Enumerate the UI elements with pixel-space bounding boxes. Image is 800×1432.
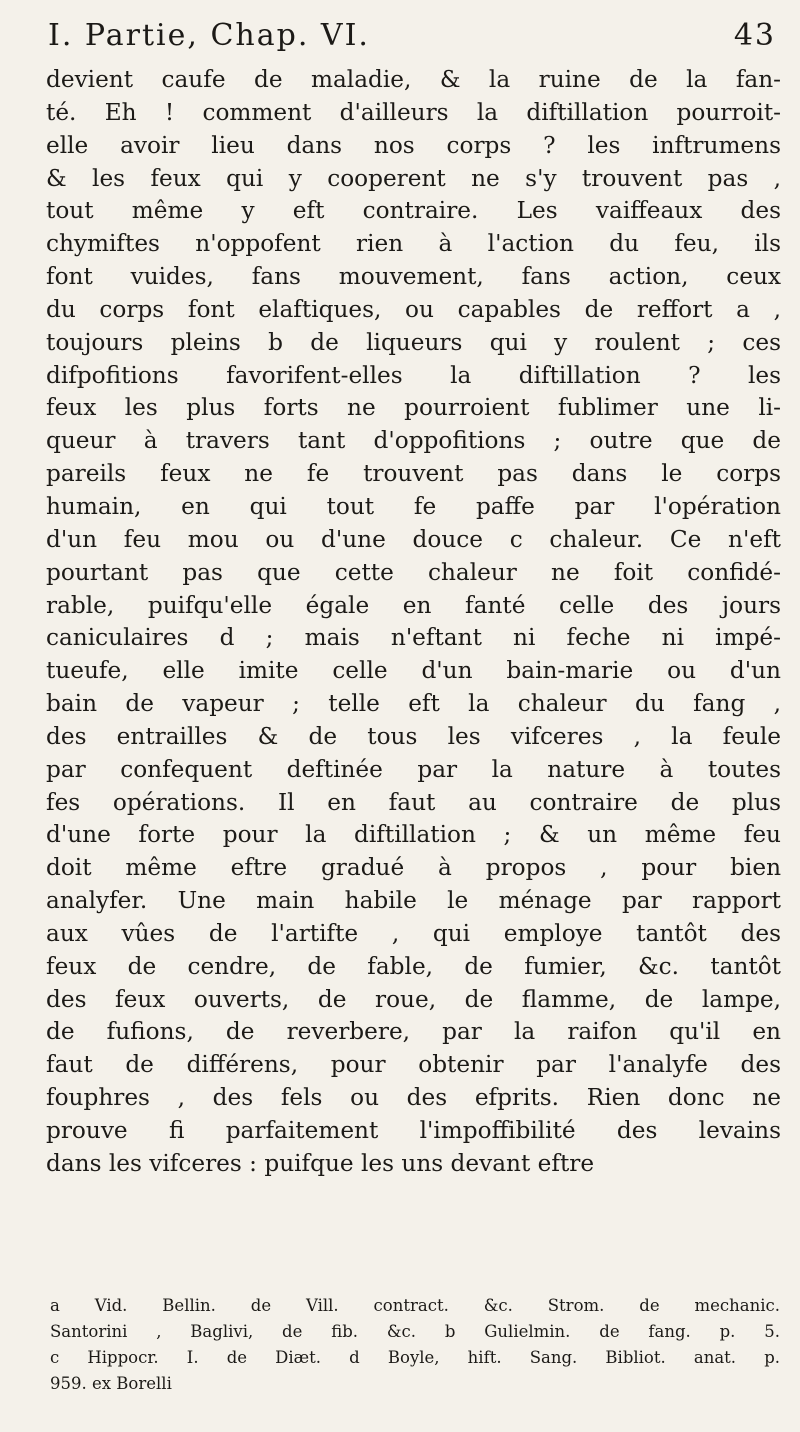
- text-line: toujours pleins b de liqueurs qui y roulent ; ces: [46, 328, 781, 356]
- text-line: des entrailles & de tous les vifceres , la feule: [46, 722, 781, 750]
- section-title: I. Partie, Chap. VI.: [48, 18, 370, 53]
- text-line: devient caufe de maladie, & la ruine de la fan-: [46, 66, 781, 93]
- text-line: faut de différens, pour obtenir par l'analyfe des: [46, 1051, 781, 1079]
- text-line: difpofitions favorifent-elles la diftillation ? les: [46, 361, 781, 389]
- text-line: caniculaires d ; mais n'eftant ni feche ni impé-: [46, 624, 781, 652]
- footnote-line: 959. ex Borelli: [50, 1374, 172, 1393]
- text-line: tueufe, elle imite celle d'un bain-marie ou d'un: [46, 657, 781, 685]
- footnote-line: a Vid. Bellin. de Vill. contract. &c. Strom. de mechanic.: [50, 1296, 780, 1315]
- text-line: tout même y eft contraire. Les vaiffeaux des: [46, 197, 781, 225]
- page-number: 43: [733, 18, 776, 53]
- text-line: doit même eftre gradué à propos , pour bien: [46, 854, 781, 882]
- running-header: [48, 18, 776, 58]
- text-line: pourtant pas que cette chaleur ne foit confidé-: [46, 558, 781, 586]
- text-line: par confequent deftinée par la nature à toutes: [46, 755, 781, 783]
- text-line: bain de vapeur ; telle eft la chaleur du fang ,: [46, 690, 781, 718]
- text-line: analyfer. Une main habile le ménage par rapport: [46, 887, 781, 915]
- text-line: d'une forte pour la diftillation ; & un même feu: [46, 821, 781, 849]
- text-line: d'un feu mou ou d'une douce c chaleur. Ce n'eft: [46, 525, 781, 553]
- text-line: de fufions, de reverbere, par la raifon qu'il en: [46, 1018, 781, 1046]
- text-line: du corps font elaftiques, ou capables de reffort a ,: [46, 295, 781, 323]
- text-line: pareils feux ne fe trouvent pas dans le corps: [46, 460, 781, 488]
- body-text: [46, 64, 781, 1181]
- text-line: prouve fi parfaitement l'impoffibilité des levains: [46, 1117, 781, 1144]
- text-line: rable, puifqu'elle égale en fanté celle des jours: [46, 591, 781, 619]
- text-line: & les feux qui y cooperent ne s'y trouvent pas ,: [46, 164, 781, 192]
- text-line: des feux ouverts, de roue, de flamme, de lampe,: [46, 985, 781, 1013]
- text-line: font vuides, fans mouvement, fans action, ceux: [46, 263, 781, 291]
- footnote-line: Santorini , Baglivi, de fib. &c. b Gulielmin. de fang. p. 5.: [50, 1322, 780, 1341]
- text-line: chymiftes n'oppofent rien à l'action du feu, ils: [46, 230, 781, 258]
- footnotes: [50, 1293, 780, 1397]
- text-line: feux de cendre, de fable, de fumier, &c. tantôt: [46, 952, 781, 980]
- text-line: queur à travers tant d'oppofitions ; outre que de: [46, 427, 781, 455]
- text-line: elle avoir lieu dans nos corps ? les inftrumens: [46, 131, 781, 159]
- text-line: té. Eh ! comment d'ailleurs la diftillation pourroit-: [46, 98, 781, 126]
- text-line: fouphres , des fels ou des efprits. Rien donc ne: [46, 1084, 781, 1112]
- text-line: feux les plus forts ne pourroient fublimer une li-: [46, 394, 781, 422]
- text-line: fes opérations. Il en faut au contraire de plus: [46, 788, 781, 816]
- text-line: humain, en qui tout fe paffe par l'opération: [46, 492, 781, 520]
- footnote-line: c Hippocr. I. de Diæt. d Boyle, hift. Sang. Bibliot. anat. p.: [50, 1348, 780, 1367]
- text-line: dans les vifceres : puifque les uns devant eftre: [46, 1149, 595, 1177]
- text-line: aux vûes de l'artifte , qui employe tantôt des: [46, 919, 781, 947]
